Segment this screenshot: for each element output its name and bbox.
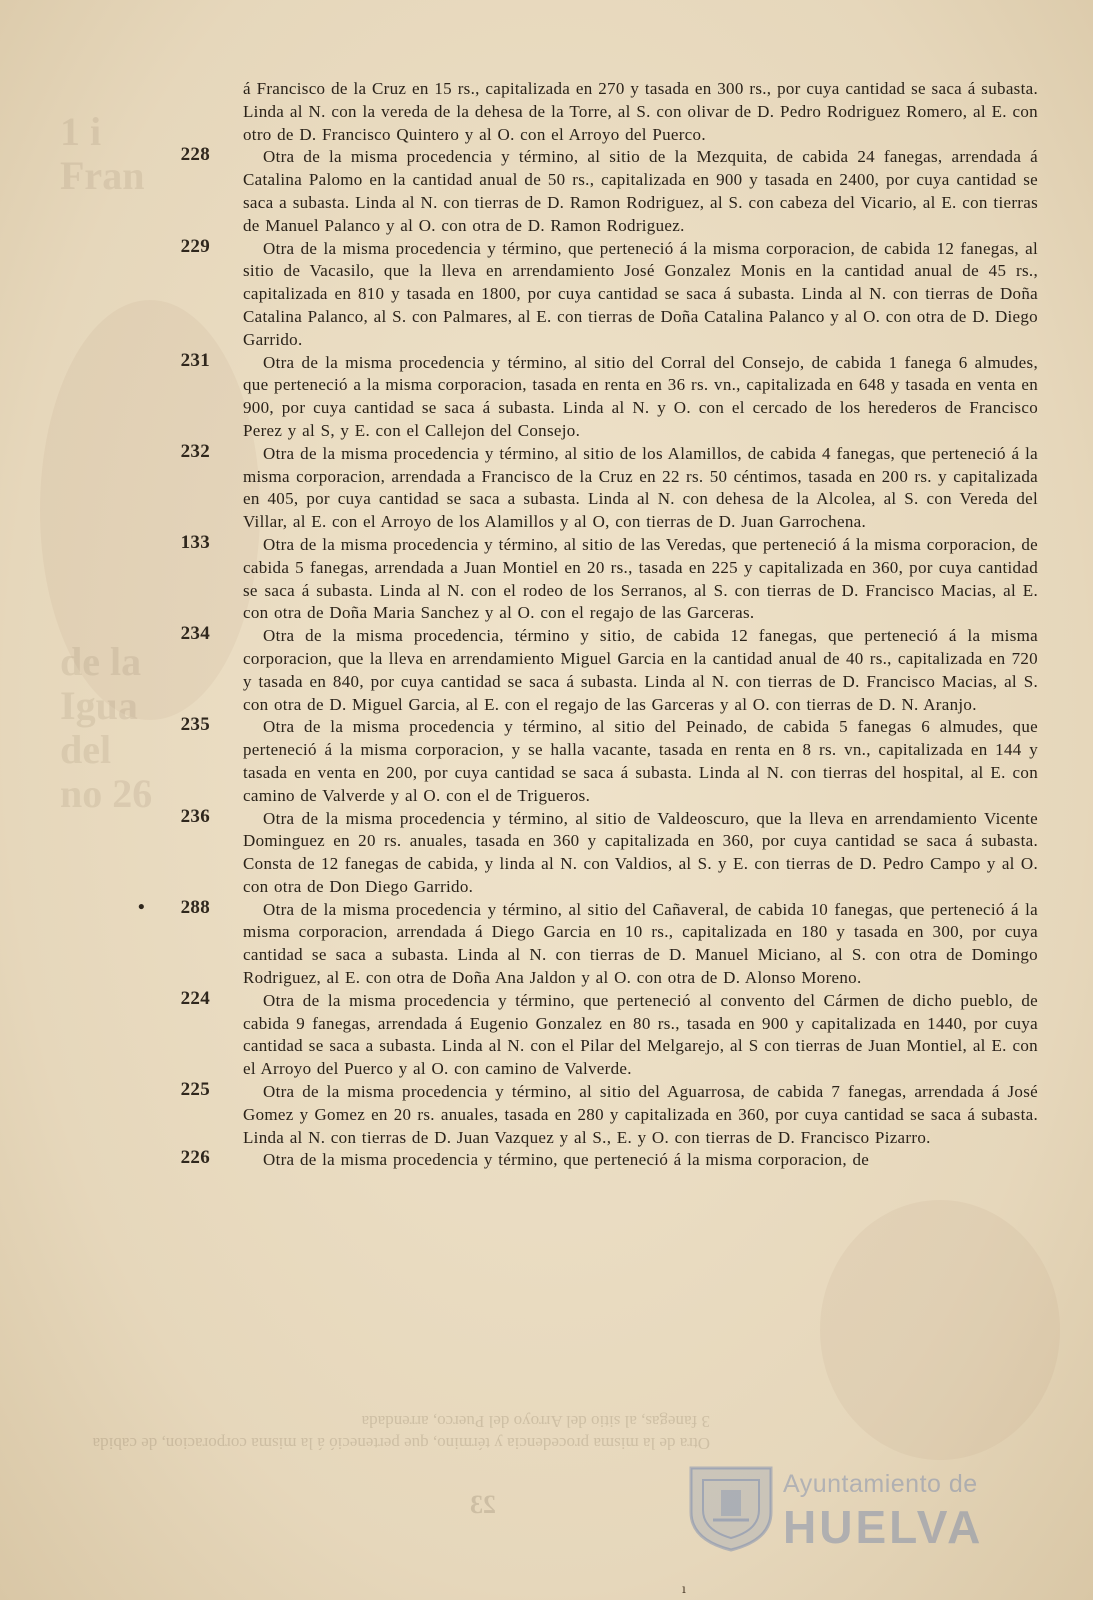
- entry-text: Otra de la misma procedencia y término, al sitio del Corral del Consejo, de cabida 1 fanega 6 almudes, que perteneció a la misma corporacion, tasada en renta en 36 rs. vn., capitalizada en 648 y tasada en venta en 900, por cuya cantidad se saca á subasta. Linda al N. y O. con el cercado de los herederos de Francisco Perez y al S, y E. con el Callejon del Consejo.: [243, 352, 1038, 440]
- entry-text: á Francisco de la Cruz en 15 rs., capitalizada en 270 y tasada en 300 rs., por cuya cantidad se saca á subasta. Linda al N. con la vereda de la dehesa de la Torre, al S. con olivar de D. Pedro Rodriguez Romero, al E. con otro de D. Francisco Quintero y al O. con el Arroyo del Puerco.: [243, 79, 1038, 144]
- entry-number: 232: [180, 440, 210, 462]
- entry-number: 236: [180, 805, 210, 827]
- entry: [180, 144, 1038, 237]
- bleed-through-text: Otra de la misma procedencia y término, que perteneció á la misma corporacion, de cabida 3 fanegas, al sitio del Arroyo del Puerco, arrendada: [92, 1412, 710, 1453]
- entry: [180, 623, 1038, 716]
- entry-number: 228: [180, 144, 210, 166]
- entry-text: Otra de la misma procedencia y término, al sitio de las Veredas, que perteneció á la misma corporacion, de cabida 5 fanegas, arrendada a Juan Montiel en 20 rs., tasada en 225 y capitalizada en 360, por cuya cantidad se saca á subasta. Linda al N. con el rodeo de los Serranos, al S. con tierras de D. Francisco Macias, al E. con otra de Doña Maria Sanchez y al O. con el regajo de las Garceras.: [243, 534, 1038, 623]
- entry: [180, 235, 1038, 352]
- watermark-line1: Ayuntamiento de: [783, 1470, 978, 1498]
- entry-number: • 288: [138, 896, 210, 918]
- entry-number: 231: [180, 349, 210, 371]
- coat-of-arms-icon: [683, 1462, 779, 1554]
- entry-text: Otra de la misma procedencia y término, al sitio del Aguarrosa, de cabida 7 fanegas, arrendada á José Gomez y Gomez en 20 rs. anuales, tasada en 280 y capitalizada en 360, por cuya cantidad se saca á subasta. Linda al N. con tierras de D. Juan Vazquez y al S., E. y O. con tierras de D. Francisco Pizarro.: [243, 1082, 1038, 1147]
- entry-number: 225: [180, 1079, 210, 1101]
- entry-number: 224: [180, 987, 210, 1009]
- entry: [180, 714, 1038, 807]
- entry: [180, 349, 1038, 443]
- entry-number: 226: [180, 1147, 210, 1169]
- page-mark: ı: [682, 1582, 686, 1596]
- entry-text: Otra de la misma procedencia y término, que perteneció á la misma corporacion, de: [263, 1150, 870, 1170]
- entry: [180, 987, 1038, 1081]
- entry-text: Otra de la misma procedencia y término, al sitio de los Alamillos, de cabida 4 fanegas, que perteneció á la misma corporacion, arrendada a Francisco de la Cruz en 22 rs. 50 céntimos, tasada en 200 rs. y capitalizada en 405, por cuya cantidad se saca a subasta. Linda al N. con dehesa de la Alcolea, al S. con Vereda del Villar, al E. con el Arroyo de los Alamillos y al O, con tierras de D. Juan Garrochena.: [243, 443, 1038, 532]
- entry-text: Otra de la misma procedencia y término, al sitio del Cañaveral, de cabida 10 fanegas, que perteneció á la misma corporacion, arrendada á Diego Garcia en 10 rs., capitalizada en 180 y tasada en 300, por cuya cantidad se saca a subasta. Linda al N. con tierras de D. Manuel Miciano, al S. con otra de Domingo Rodriguez, al E. con otra de Doña Ana Jaldon y al O. con otra de D. Alonso Moreno.: [243, 899, 1038, 988]
- bleed-through-text: 1 i Fran: [60, 109, 145, 198]
- entry: [180, 531, 1038, 625]
- entry: [243, 78, 1038, 146]
- archive-watermark: [683, 1462, 1063, 1552]
- entry-text: Otra de la misma procedencia y término, al sitio de la Mezquita, de cabida 24 fanegas, arrendada á Catalina Palomo en la cantidad anual de 50 rs., capitalizada en 900 y tasada en 2400, por cuya cantidad se saca a subasta. Linda al N. con tierras de D. Ramon Rodriguez, al S. con cabeza del Vicario, al E. con tierras de Manuel Palanco y al O. con otra de D. Ramon Rodriguez.: [243, 147, 1038, 235]
- entry-text: Otra de la misma procedencia y término, que perteneció á la misma corporacion, de cabida 12 fanegas, al sitio de Vacasilo, que la lleva en arrendamiento José Gonzalez Monis en la cantidad anual de 45 rs., capitalizada en 810 y tasada en 1800, por cuya cantidad se saca á subasta. Linda al N. con tierras de Doña Catalina Palanco, al S. con Palmares, al E. con tierras de Doña Catalina Palanco y al O. con otra de D. Diego Garrido.: [243, 238, 1038, 349]
- entry: [180, 1147, 1038, 1172]
- entry-number: 229: [180, 235, 210, 257]
- entry-text: Otra de la misma procedencia y término, que perteneció al convento del Cármen de dicho pueblo, de cabida 9 fanegas, arrendada á Eugenio Gonzalez en 80 rs., tasada en 900 y capitalizada en 1440, por cuya cantidad se saca a subasta. Linda al N. con el Pilar del Melgarejo, al S con tierras de Juan Montiel, al E. con el Arroyo del Puerco y al O. con camino de Valverde.: [243, 990, 1038, 1079]
- entry-text: Otra de la misma procedencia y término, al sitio de Valdeoscuro, que la lleva en arrendamiento Vicente Dominguez en 20 rs. anuales, tasada en 360 y capitalizada en 360, por cuya cantidad se saca á subasta. Consta de 12 fanegas de cabida, y linda al N. con Valdios, al S. y E. con tierras de D. Pedro Campo y al O. con otra de Don Diego Garrido.: [243, 808, 1038, 896]
- entry: [180, 440, 1038, 534]
- entry-number: 235: [180, 714, 210, 736]
- bleed-through-text: de la Igua del no 26: [60, 639, 153, 816]
- watermark-line2: HUELVA: [783, 1501, 984, 1553]
- entry-number: 133: [180, 531, 210, 553]
- entry: [138, 896, 1038, 990]
- entry-text: Otra de la misma procedencia, término y sitio, de cabida 12 fanegas, que perteneció á la misma corporacion, que la lleva en arrendamiento Miguel Garcia en la cantidad anual de 40 rs., capitalizada en 720 y tasada en 840, por cuya cantidad se saca á subasta. Linda al N. con tierras de D. Francisco Macias, al S. con otra de D. Miguel Garcia, al E. con el regajo de las Garceras y al O. con tierras de D. N. Aranjo.: [243, 626, 1038, 714]
- entry: [180, 805, 1038, 899]
- document-text: [138, 78, 1038, 1172]
- bleed-through-page-number: 23: [470, 1490, 496, 1519]
- entry-text: Otra de la misma procedencia y término, al sitio del Peinado, de cabida 5 fanegas 6 almudes, que perteneció á la misma corporacion, y se halla vacante, tasada en renta en 8 rs. vn., capitalizada en 144 y tasada en venta en 200, por cuya cantidad se saca á subasta. Linda al N. con tierras del hospital, al E. con camino de Valverde y al O. con el de Trigueros.: [243, 717, 1038, 805]
- paper-stain: [820, 1200, 1060, 1460]
- entry-number: 234: [180, 623, 210, 645]
- entry: [180, 1079, 1038, 1149]
